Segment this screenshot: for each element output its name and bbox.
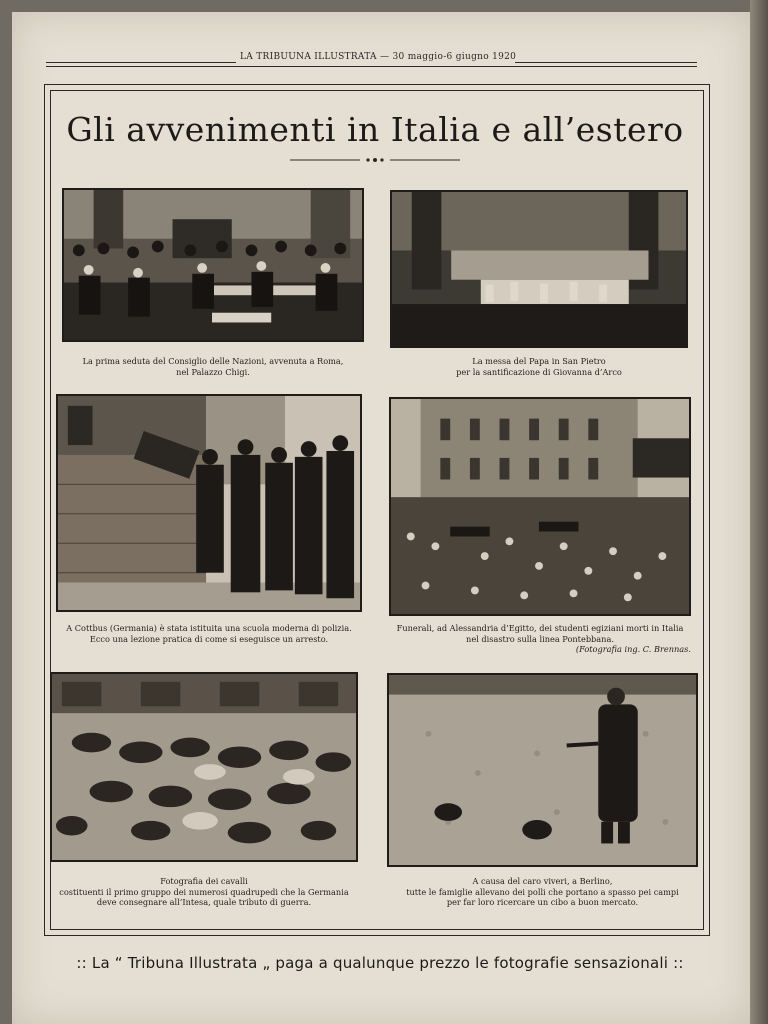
- photo-council-meeting: [62, 188, 364, 342]
- caption-mass-san-pietro: [390, 356, 688, 377]
- caption-line: Ecco una lezione pratica di come si eseguisce un arresto.: [89, 633, 329, 644]
- caption-line: nel disastro sulla linea Pontebbana.: [466, 633, 614, 644]
- title-ornament: [290, 155, 460, 165]
- caption-line: tutte le famiglie allevano dei polli che portano a spasso pei campi: [406, 886, 679, 897]
- caption-chickens-berlin: [387, 876, 698, 908]
- header-rule-left: [46, 62, 236, 63]
- caption-line: nel Palazzo Chigi.: [176, 366, 250, 377]
- caption-police-school: [56, 623, 362, 644]
- caption-line: La messa del Papa in San Pietro: [472, 356, 606, 366]
- running-header: LA TRIBUUNA ILLUSTRATA — 30 maggio-6 giugno 1920: [240, 52, 517, 62]
- page-title: Gli avvenimenti in Italia e all’estero: [66, 110, 684, 149]
- caption-line: A causa del caro viveri, a Berlino,: [472, 876, 613, 886]
- caption-line: deve consegnare all’Intesa, quale tributo di guerra.: [96, 897, 312, 907]
- footer-banner: :: La “ Tribuna Illustrata „ paga a qualunque prezzo le fotografie sensazionali ::: [76, 954, 684, 972]
- caption-line: per far loro ricercare un cibo a buon mercato.: [446, 897, 639, 907]
- photo-police-school: [56, 394, 362, 612]
- caption-council-meeting: [62, 356, 364, 377]
- page-edge: [750, 0, 768, 1024]
- caption-funeral-alessandria: [389, 623, 691, 655]
- photo-mass-san-pietro: [390, 190, 688, 348]
- photo-horses: [50, 672, 358, 862]
- header-rule-right: [515, 62, 697, 63]
- header-rule-bottom: [46, 66, 697, 67]
- photo-funeral-alessandria: [389, 397, 691, 616]
- photo-credit: (Fotografia ing. C. Brennas.: [575, 644, 691, 654]
- caption-horses: [50, 876, 358, 908]
- caption-line: A Cottbus (Germania) è stata istituita una scuola moderna di polizia.: [66, 623, 352, 633]
- caption-line: Funerali, ad Alessandria d’Egitto, dei studenti egiziani morti in Italia: [396, 623, 684, 633]
- caption-line: Fotografia dei cavalli: [160, 876, 248, 886]
- caption-line: costituenti il primo gruppo dei numerosi quadrupedi che la Germania: [59, 886, 349, 897]
- caption-line: per la santificazione di Giovanna d’Arco: [456, 366, 622, 377]
- caption-line: La prima seduta del Consiglio delle Nazioni, avvenuta a Roma,: [82, 356, 344, 366]
- photo-chickens-berlin: [387, 673, 698, 867]
